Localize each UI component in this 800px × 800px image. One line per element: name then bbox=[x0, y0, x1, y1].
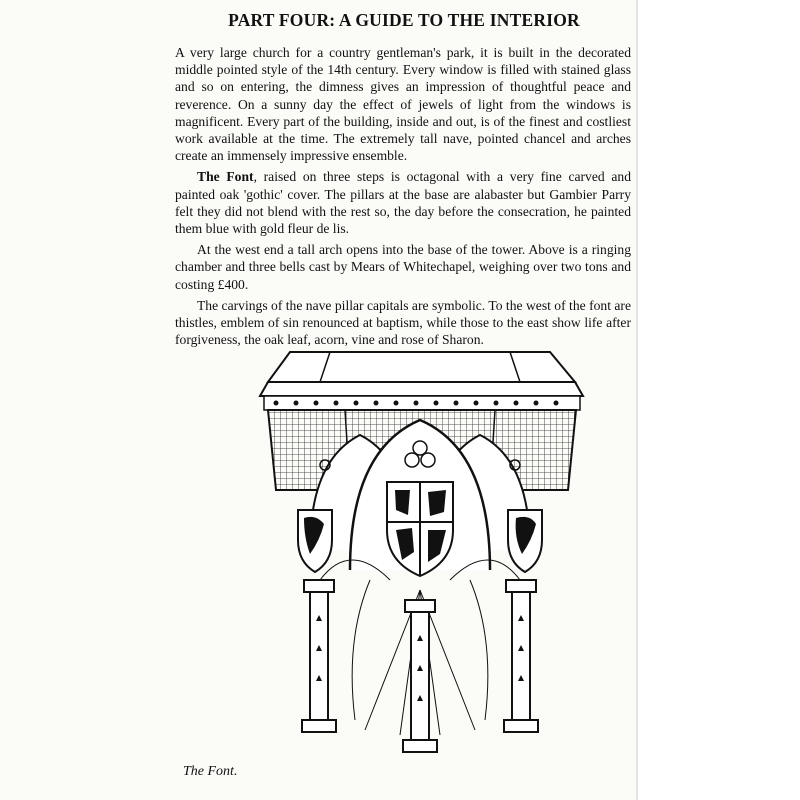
paragraph-tower bbox=[175, 241, 631, 293]
figure-caption: The Font. bbox=[183, 764, 238, 779]
paragraph-lead-font: The Font bbox=[197, 169, 254, 185]
page-margin bbox=[636, 0, 800, 800]
font-illustration bbox=[250, 340, 590, 770]
paragraph-text: The carvings of the nave pillar capitals are symbolic. To the west of the font are thistles, emblem of sin renounced at baptism, while those to the east show life after forgiveness, the oak leaf, acorn, vine and rose of Sharon. bbox=[175, 297, 631, 348]
page-heading: PART FOUR: A GUIDE TO THE INTERIOR bbox=[228, 10, 580, 30]
body-text bbox=[175, 44, 631, 352]
paragraph-text: , raised on three steps is octagonal with a very fine carved and painted oak 'gothic' cover. The pillars at the base are alabaster but Gambier Parry felt they did not blend with the rest so, the day before the consecration, he painted them blue with gold fleur de lis. bbox=[175, 169, 632, 237]
paragraph-church-description bbox=[175, 44, 631, 164]
paragraph-text: At the west end a tall arch opens into the base of the tower. Above is a ringing chamber and three bells cast by Mears of Whitechapel, weighing over two tons and costing £400. bbox=[175, 242, 631, 292]
paragraph-text: A very large church for a country gentleman's park, it is built in the decorated middle pointed style of the 14th century. Every window is filled with stained glass and so on entering, the dimness gives an impression of thoughtful peace and reverence. On a sunny day the effect of jewels of light from the windows is magnificent. Every part of the building, inside and out, is of the finest and costliest work available at the time. The extremely tall nave, pointed chancel and arches create an immensely impressive ensemble. bbox=[175, 45, 631, 164]
paragraph-font bbox=[175, 168, 631, 237]
